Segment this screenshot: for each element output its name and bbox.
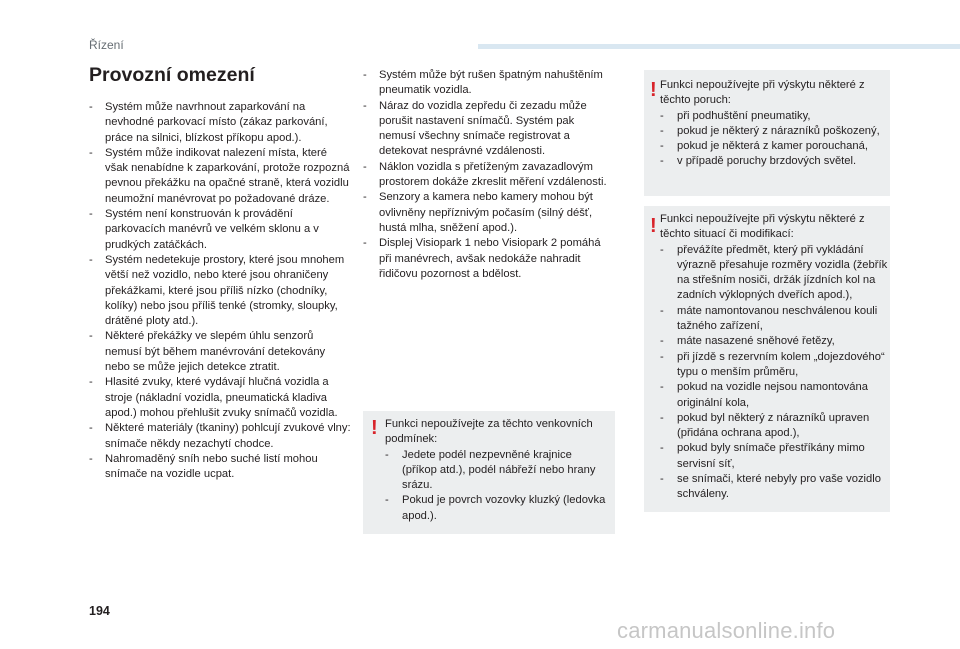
warning-list-item: - pokud je některá z kamer porouchaná, <box>660 139 886 154</box>
page-number: 194 <box>89 604 110 618</box>
watermark: carmanualsonline.info <box>617 618 836 643</box>
warning-list-item: - máte namontovanou neschválenou kouli tažného zařízení, <box>660 304 888 335</box>
list-item: - Systém není konstruován k provádění parkovacích manévrů ve velkém sklonu a v prudkých zatáčkách. <box>89 207 351 253</box>
section-header: Řízení <box>89 38 124 52</box>
list-item: - Náklon vozidla s přetíženým zavazadlovým prostorem dokáže zkreslit měření vzdálenosti. <box>363 160 613 191</box>
warning-intro: Funkci nepoužívejte při výskytu některé z těchto situací či modifikací: <box>660 213 865 241</box>
list-item: - Systém může indikovat nalezení místa, které však nenabídne k zaparkování, protože rozpozná pevnou překážku na opačné straně, která vozidlu neumožní manévrovat po požadované dráze. <box>89 146 351 207</box>
warning-list-item: - pokud na vozidle nejsou namontována originální kola, <box>660 380 888 411</box>
warning-list-item: - pokud byly snímače přestříkány mimo servisní síť, <box>660 441 888 472</box>
warning-list-item: - v případě poruchy brzdových světel. <box>660 154 886 169</box>
page-title: Provozní omezení <box>89 64 255 86</box>
list-item: - Některé překážky ve slepém úhlu senzorů nemusí být během manévrování detekovány nebo se může jejich detekce ztratit. <box>89 329 351 375</box>
warning-intro: Funkci nepoužívejte při výskytu některé z těchto poruch: <box>660 79 865 107</box>
warning-list-item: - převážíte předmět, který při vykládání výrazně přesahuje rozměry vozidla (žebřík na střešním nosiči, držák jízdních kol na zadních výklopných dveřích apod.), <box>660 243 888 304</box>
list-item: - Systém nedetekuje prostory, které jsou mnohem větší než vozidlo, nebo které jsou ohraničeny překážkami, které jsou příliš nízko (chodníky, kolíky) nebo jsou příliš tenké (stromky, sloupky, drátěné ploty atd.). <box>89 253 351 329</box>
limitations-list-middle <box>363 68 613 282</box>
list-item: - Některé materiály (tkaniny) pohlcují zvukové vlny: snímače někdy nezachytí chodce. <box>89 421 351 452</box>
list-item: - Senzory a kamera nebo kamery mohou být ovlivněny nepříznivým počasím (silný déšť, hustá mlha, sněžení apod.). <box>363 190 613 236</box>
warning-list-item: - při jízdě s rezervním kolem „dojezdového“ typu o menším průměru, <box>660 350 888 381</box>
warning-list-item: - máte nasazené sněhové řetězy, <box>660 334 888 349</box>
warning-modifications-box <box>644 206 890 512</box>
warning-list-item: - Pokud je povrch vozovky kluzký (ledovka apod.). <box>385 493 607 524</box>
warning-list-item: - se snímači, které nebyly pro vaše vozidlo schváleny. <box>660 472 888 503</box>
warning-list-item: - Jedete podél nezpevněné krajnice (příkop atd.), podél nábřeží nebo hrany srázu. <box>385 448 607 494</box>
warning-exclamation-icon: ! <box>650 79 657 101</box>
warning-intro: Funkci nepoužívejte za těchto venkovních podmínek: <box>385 418 593 446</box>
warning-outdoor-box <box>363 411 615 534</box>
list-item: - Systém může navrhnout zaparkování na nevhodné parkovací místo (zákaz parkování, práce na silnici, blízkost příkopu apod.). <box>89 100 351 146</box>
warning-exclamation-icon: ! <box>371 417 378 439</box>
list-item: - Nahromaděný sníh nebo suché listí mohou snímače na vozidle ucpat. <box>89 452 351 483</box>
list-item: - Systém může být rušen špatným nahuštěním pneumatik vozidla. <box>363 68 613 99</box>
warning-list-item: - pokud je některý z nárazníků poškozený, <box>660 124 886 139</box>
list-item: - Hlasité zvuky, které vydávají hlučná vozidla a stroje (nákladní vozidla, pneumatická kladiva apod.) mohou přehlušit zvuky snímačů vozidla. <box>89 375 351 421</box>
list-item: - Náraz do vozidla zepředu či zezadu může porušit nastavení snímačů. Systém pak nemusí všechny snímače registrovat a detekovat nesprávné vzdálenosti. <box>363 99 613 160</box>
limitations-list-left <box>89 100 351 482</box>
warning-list-item: - pokud byl některý z nárazníků upraven (přidána ochrana apod.), <box>660 411 888 442</box>
warning-list-item: - při podhuštění pneumatiky, <box>660 109 886 124</box>
header-bar <box>478 44 960 49</box>
warning-faults-box <box>644 70 890 196</box>
list-item: - Displej Visiopark 1 nebo Visiopark 2 pomáhá při manévrech, avšak nedokáže nahradit řidičovu pozornost a bdělost. <box>363 236 613 282</box>
warning-exclamation-icon: ! <box>650 215 657 237</box>
